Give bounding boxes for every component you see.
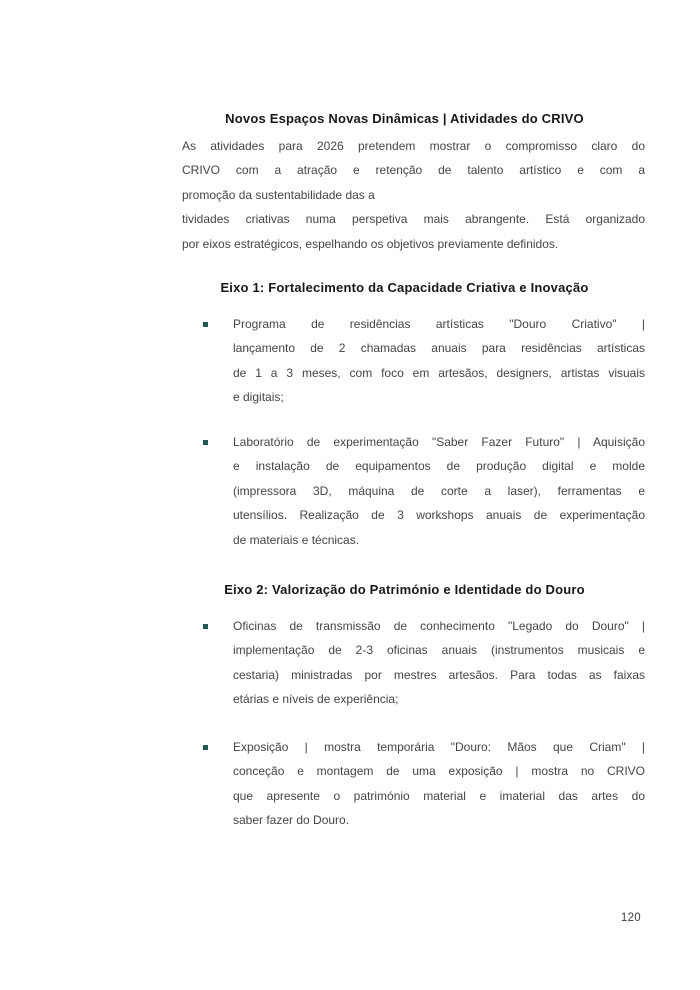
text-line: (impressora 3D, máquina de corte a laser), ferramentas e	[233, 483, 645, 498]
text-line: de 1 a 3 meses, com foco em artesãos, designers, artistas visuais	[233, 365, 645, 380]
bullet-square-icon	[203, 440, 208, 445]
text-line: tividades criativas numa perspetiva mais abrangente. Está organizado	[182, 212, 645, 226]
section-heading-eixo1: Eixo 1: Fortalecimento da Capacidade Criativa e Inovação	[220, 280, 589, 295]
text-line: conceção e montagem de uma exposição | mostra no CRIVO	[233, 764, 645, 778]
page-title: Novos Espaços Novas Dinâmicas | Atividades do CRIVO	[225, 111, 584, 126]
bullet-marker	[182, 312, 233, 410]
text-line: Oficinas de transmissão de conhecimento "Legado do Douro" |	[233, 618, 645, 633]
text-line: que apresente o património material e imaterial das artes do	[233, 788, 645, 803]
bullet-marker	[182, 430, 233, 553]
list-item	[182, 430, 645, 553]
list-item	[182, 312, 645, 410]
text-line: de materiais e técnicas.	[233, 532, 360, 547]
list-item	[182, 614, 645, 712]
text-line: por eixos estratégicos, espelhando os objetivos previamente definidos.	[182, 236, 559, 251]
text-line: e instalação de equipamentos de produção digital e molde	[233, 459, 645, 473]
text-line: As atividades para 2026 pretendem mostrar o compromisso claro do	[182, 138, 645, 153]
bullet-text	[233, 614, 645, 712]
text-line: Programa de residências artísticas "Douro Criativo" |	[233, 316, 645, 331]
bullet-square-icon	[203, 624, 208, 629]
text-line: Laboratório de experimentação "Saber Fazer Futuro" | Aquisição	[233, 434, 645, 449]
bullet-square-icon	[203, 745, 208, 750]
section-heading-eixo2: Eixo 2: Valorização do Património e Identidade do Douro	[224, 582, 585, 597]
text-line: Exposição | mostra temporária "Douro: Mãos que Criam" |	[233, 739, 645, 754]
text-line: cestaria) ministradas por mestres artesãos. Para todas as faixas	[233, 667, 645, 682]
bullet-square-icon	[203, 322, 208, 327]
text-line: CRIVO com a atração e retenção de talento artístico e com a	[182, 163, 645, 177]
bullet-marker	[182, 614, 233, 712]
bullet-marker	[182, 735, 233, 833]
bullet-text	[233, 430, 645, 553]
text-line: etárias e níveis de experiência;	[233, 692, 399, 706]
intro-paragraph	[182, 134, 645, 257]
bullet-text	[233, 312, 645, 410]
text-line: promoção da sustentabilidade das a	[182, 187, 375, 202]
page-content	[182, 107, 645, 833]
text-line: utensílios. Realização de 3 workshops anuais de experimentação	[233, 508, 645, 522]
text-line: e digitais;	[233, 390, 284, 404]
text-line: lançamento de 2 chamadas anuais para residências artísticas	[233, 341, 645, 355]
text-line: implementação de 2-3 oficinas anuais (instrumentos musicais e	[233, 643, 645, 657]
text-line: saber fazer do Douro.	[233, 813, 350, 827]
list-item	[182, 735, 645, 833]
bullet-text	[233, 735, 645, 833]
page-number: 120	[620, 912, 641, 924]
